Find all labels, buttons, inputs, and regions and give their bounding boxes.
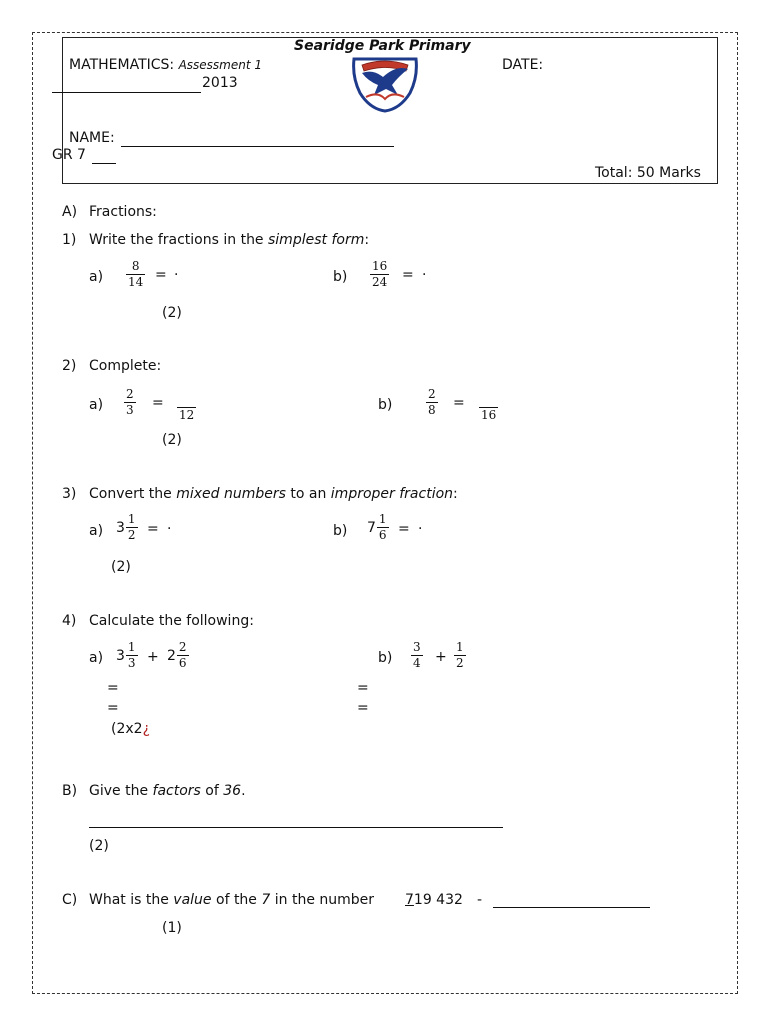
q4-marks: (2x2¿ [111, 721, 150, 737]
q4b-fraction-1: $\frac{3}{4}$ [413, 640, 421, 670]
numerator: 16 [372, 259, 388, 273]
q2-number: 2) [62, 358, 77, 374]
q4-text: Calculate the following: [89, 613, 254, 629]
denominator: 8 [428, 403, 436, 417]
denominator: 16 [481, 408, 497, 422]
section-c-number: 719 432 [405, 892, 463, 908]
section-c-marks: (1) [162, 920, 182, 936]
numerator-blank[interactable] [180, 394, 194, 407]
year: 2013 [202, 75, 238, 91]
q2-text: Complete: [89, 358, 162, 374]
year-blank [52, 92, 201, 93]
q2a-equals: = [152, 395, 164, 411]
section-b-text: Give the factors of 36. [89, 783, 246, 799]
q4a-mixed-number-2: 2 $\frac{2}{6}$ [167, 640, 187, 670]
section-a-title: Fractions: [89, 204, 157, 220]
fraction: $\frac{1}{6}$ [378, 512, 387, 542]
numerator: 8 [131, 259, 140, 273]
q3-marks: (2) [111, 559, 131, 575]
q1a-fraction [126, 260, 145, 289]
q3b-equals: = [398, 521, 410, 537]
subject-label: MATHEMATICS: [69, 57, 175, 73]
denominator: 3 [126, 403, 134, 417]
q1-text: Write the fractions in the simplest form: [89, 232, 370, 248]
q2a-answer-fraction [177, 394, 196, 422]
q3-text: Convert the mixed numbers to an improper fraction: [89, 486, 458, 502]
denominator: 24 [372, 275, 388, 289]
section-b-answer-line[interactable] [89, 827, 503, 828]
q2b-equals: = [453, 395, 465, 411]
q2b-answer-fraction [479, 394, 498, 422]
q4a-mixed-number-1: 3 $\frac{1}{3}$ [116, 640, 136, 670]
q1-number: 1) [62, 232, 77, 248]
q1b-equals: = [402, 267, 414, 283]
subject-line [69, 57, 262, 73]
date-label: DATE: [502, 57, 544, 73]
denominator: 14 [128, 275, 144, 289]
whole-number: 3 [116, 519, 125, 536]
q1b-label: b) [333, 269, 348, 285]
name-blank[interactable] [121, 146, 394, 147]
grade-blank[interactable] [92, 163, 116, 164]
assessment-label: Assessment 1 [178, 58, 263, 72]
fraction: $\frac{1}{2}$ [127, 512, 136, 542]
q2b-label: b) [378, 397, 393, 413]
section-c-label: C) [62, 892, 78, 908]
q3a-label: a) [89, 523, 104, 539]
section-c-dash: - [477, 892, 483, 908]
q4-number: 4) [62, 613, 77, 629]
q1a-answer-dot: · [174, 267, 179, 283]
section-a-label: A) [62, 204, 78, 220]
q2b-fraction [426, 388, 438, 417]
school-name: Searidge Park Primary [294, 38, 471, 54]
q3b-answer-dot: · [418, 521, 423, 537]
q1b-fraction [370, 260, 389, 289]
section-c-answer-line[interactable] [493, 907, 650, 908]
q3b-label: b) [333, 523, 348, 539]
q4a-plus: + [147, 649, 159, 665]
q4a-equals-1: = [107, 680, 119, 696]
q4b-fraction-2: $\frac{1}{2}$ [456, 640, 464, 670]
whole-number: 7 [367, 519, 376, 536]
section-b-label: B) [62, 783, 78, 799]
q4b-equals-1: = [357, 680, 369, 696]
q3a-answer-dot: · [167, 521, 172, 537]
q4a-equals-2: = [107, 700, 119, 716]
q3a-mixed-number [116, 513, 138, 542]
name-label: NAME: [69, 130, 115, 146]
q1a-equals: = [155, 267, 167, 283]
q3a-equals: = [147, 521, 159, 537]
numerator-blank[interactable] [482, 394, 496, 407]
q1a-label: a) [89, 269, 104, 285]
q4a-label: a) [89, 650, 104, 666]
q1b-answer-dot: · [422, 267, 427, 283]
q1-marks: (2) [162, 305, 182, 321]
numerator: 2 [428, 387, 436, 401]
total-marks: Total: 50 Marks [595, 165, 701, 181]
school-crest-logo [348, 55, 422, 113]
denominator: 12 [179, 408, 195, 422]
q4b-plus: + [435, 649, 447, 665]
numerator: 2 [126, 387, 134, 401]
grade-label: GR 7 [52, 147, 86, 163]
q2-marks: (2) [162, 432, 182, 448]
q2a-fraction [124, 388, 136, 417]
q4b-equals-2: = [357, 700, 369, 716]
q2a-label: a) [89, 397, 104, 413]
section-c-text: What is the value of the 7 in the number [89, 892, 375, 908]
q3-number: 3) [62, 486, 77, 502]
q4b-label: b) [378, 650, 393, 666]
q3b-mixed-number [367, 513, 389, 542]
section-b-marks: (2) [89, 838, 109, 854]
